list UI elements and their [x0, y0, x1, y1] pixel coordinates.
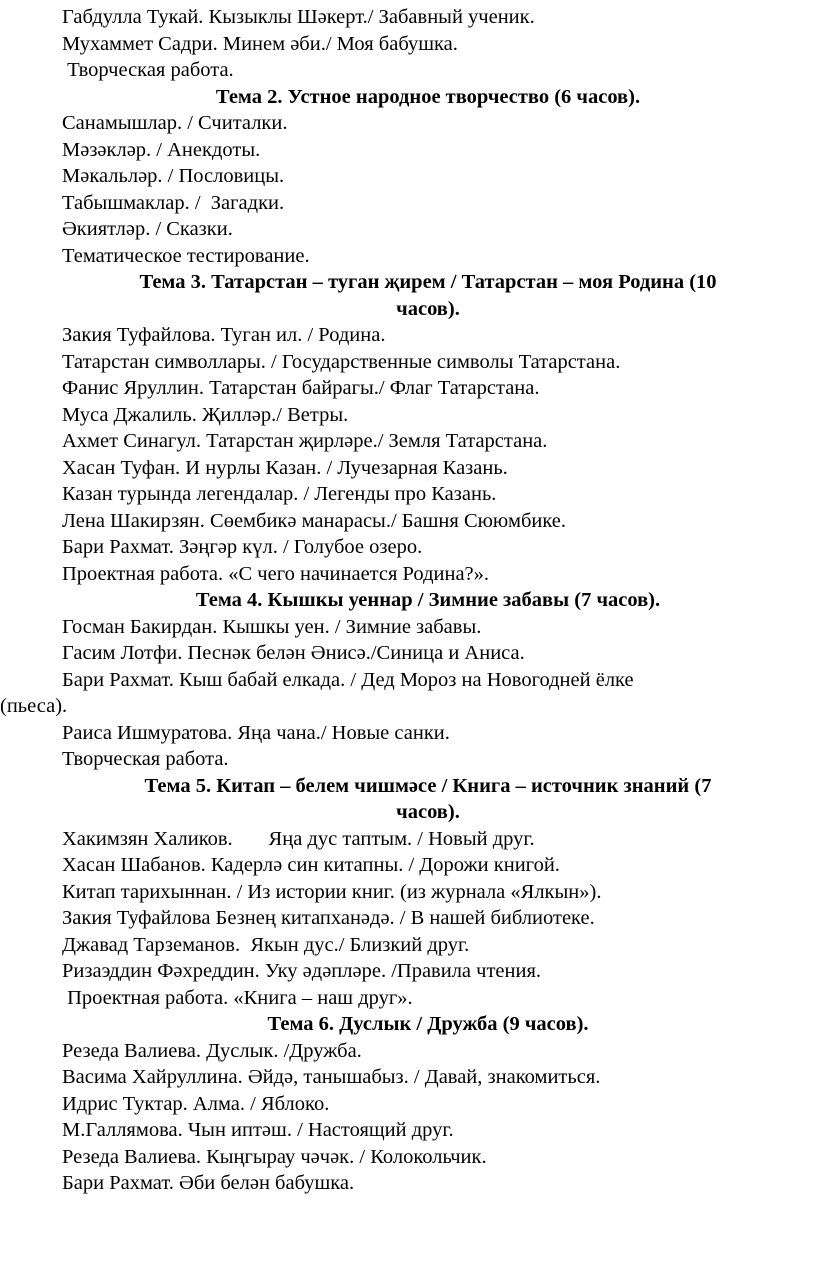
text-line: Джавад Тарземанов. Якын дус./ Близкий друг.	[62, 933, 470, 956]
text-line: Санамышлар. / Считалки.	[62, 112, 288, 134]
text-line: (пьеса).	[0, 695, 68, 717]
text-line: Хасан Туфан. И нурлы Казан. / Лучезарная Казань.	[62, 456, 508, 479]
text-line: Творческая работа.	[62, 748, 229, 770]
text-line: Проектная работа. «Книга – наш друг».	[62, 986, 413, 1009]
section-heading	[0, 84, 816, 111]
text-line: Хасан Шабанов. Кадерлә син китапны. / Дорожи книгой.	[62, 854, 560, 876]
text-line: Хакимзян Халиков. Яңа дус таптым. / Новый друг.	[62, 827, 535, 850]
section-heading	[0, 269, 816, 322]
section-heading-line: Тема 3. Татарстан – туган җирем / Татарстан – моя Родина (10	[139, 271, 717, 293]
section-heading-line: Тема 4. Кышкы уеннар / Зимние забавы (7 часов).	[195, 589, 661, 611]
text-line: Бари Рахмат. Зәңгәр күл. / Голубое озеро.	[62, 536, 423, 558]
text-line: Закия Туфайлова Безнең китапханәдә. / В нашей библиотеке.	[62, 907, 595, 929]
section-heading-line: часов).	[396, 801, 460, 823]
text-line: Гасим Лотфи. Песнәк белән Әнисә./Синица и Аниса.	[62, 642, 525, 664]
document-page	[0, 4, 816, 1197]
text-line: Проектная работа. «С чего начинается Родина?».	[62, 562, 490, 585]
text-line: Фанис Яруллин. Татарстан байрагы./ Флаг Татарстана.	[62, 377, 540, 399]
section-heading	[0, 587, 816, 614]
text-line: Әкиятләр. / Сказки.	[62, 218, 233, 240]
section-heading-line: Тема 6. Дуслык / Дружба (9 часов).	[267, 1013, 589, 1035]
text-line: Резеда Валиева. Кыңгырау чәчәк. / Колокольчик.	[62, 1145, 487, 1168]
text-line: Резеда Валиева. Дуслык. /Дружба.	[62, 1039, 362, 1062]
text-line: Васима Хайруллина. Әйдә, танышабыз. / Давай, знакомиться.	[62, 1066, 601, 1088]
text-line: Творческая работа.	[62, 59, 234, 81]
section-heading	[0, 773, 816, 826]
text-line: Казан турында легендалар. / Легенды про Казань.	[62, 483, 497, 505]
text-line: Ахмет Синагул. Татарстан җирләре./ Земля Татарстана.	[62, 430, 548, 452]
text-line: Мәкальләр. / Пословицы.	[62, 165, 285, 187]
section-heading-line: часов).	[396, 297, 460, 320]
text-line: Габдулла Тукай. Кызыклы Шәкерт./ Забавный ученик.	[62, 6, 535, 28]
text-line: Мәзәкләр. / Анекдоты.	[62, 138, 261, 161]
text-line: Мухаммет Садри. Минем әби./ Моя бабушка.	[62, 32, 458, 55]
text-line: Госман Бакирдан. Кышкы уен. / Зимние забавы.	[62, 615, 482, 638]
text-line: Идрис Туктар. Алма. / Яблоко.	[62, 1092, 330, 1115]
text-line: Закия Туфайлова. Туган ил. / Родина.	[62, 324, 386, 346]
text-line: Тематическое тестирование.	[62, 244, 310, 267]
text-line: Муса Джалиль. Җилләр./ Ветры.	[62, 403, 349, 426]
text-line: Бари Рахмат. Әби белән бабушка.	[62, 1172, 355, 1194]
section-heading	[0, 1011, 816, 1038]
text-line: Лена Шакирзян. Сөембикә манарасы./ Башня Сююмбике.	[62, 509, 567, 532]
text-line: Татарстан символлары. / Государственные символы Татарстана.	[62, 350, 621, 373]
text-line: Бари Рахмат. Кыш бабай елкада. / Дед Мороз на Новогодней ёлке	[62, 668, 634, 691]
text-line: М.Галлямова. Чын иптәш. / Настоящий друг.	[62, 1119, 454, 1141]
text-line: Ризаэддин Фәхреддин. Уку әдәпләре. /Правила чтения.	[62, 960, 542, 982]
text-line: Раиса Ишмуратова. Яңа чана./ Новые санки.	[62, 721, 450, 744]
section-heading-line: Тема 5. Китап – белем чишмәсе / Книга – источник знаний (7	[144, 774, 712, 797]
text-line: Табышмаклар. / Загадки.	[62, 191, 285, 214]
text-line: Китап тарихыннан. / Из истории книг. (из журнала «Ялкын»).	[62, 880, 602, 903]
section-heading-line: Тема 2. Устное народное творчество (6 часов).	[215, 85, 641, 108]
